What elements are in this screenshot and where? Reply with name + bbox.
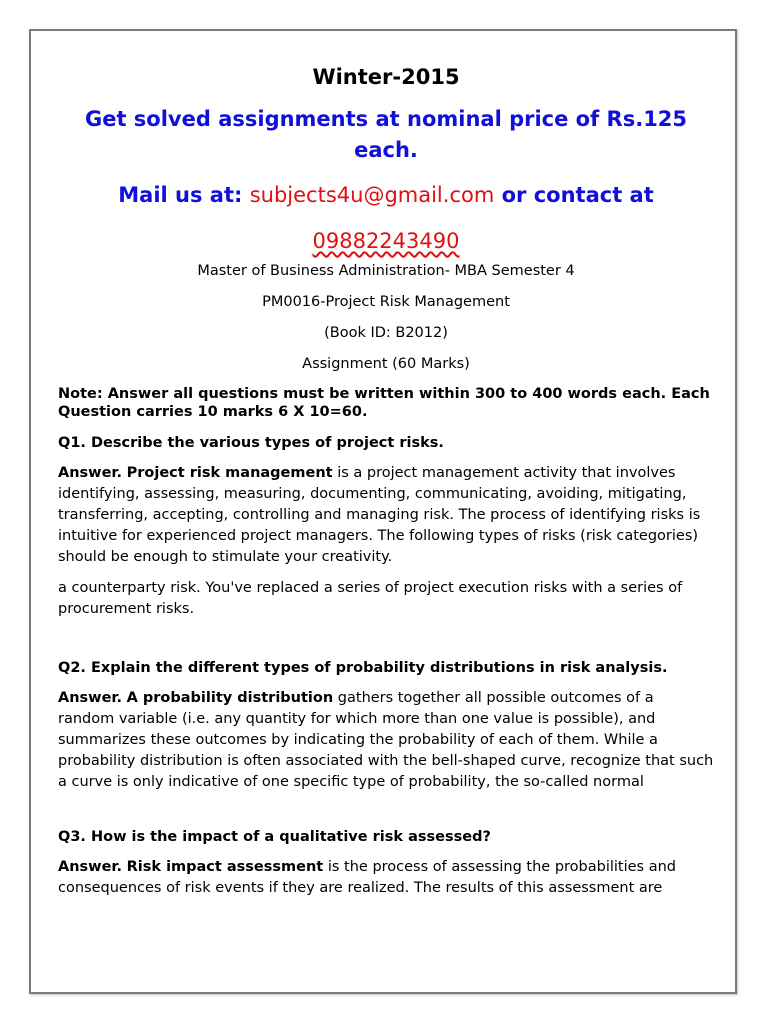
document-page	[29, 29, 737, 994]
answer-label: Answer.	[58, 465, 122, 481]
answer-label: Answer.	[58, 859, 122, 875]
phone-number[interactable]: 09882243490	[312, 229, 460, 253]
program-name: Master of Business Administration- MBA Semester 4	[197, 263, 575, 279]
answer-3	[58, 857, 714, 899]
question-2: Q2. Explain the different types of probability distributions in risk analysis.	[58, 660, 668, 676]
subject-name: PM0016-Project Risk Management	[262, 294, 510, 310]
answer-1	[58, 463, 714, 568]
mail-label: Mail us at:	[118, 183, 243, 207]
answer-2	[58, 688, 714, 793]
question-1: Q1. Describe the various types of project risks.	[58, 435, 444, 451]
answer-term: A probability distribution	[126, 690, 334, 706]
assignment-marks: Assignment (60 Marks)	[302, 356, 470, 372]
phone-line	[58, 226, 714, 256]
answer-text: is a project management activity that involves identifying, assessing, measuring, documenting, communicating, avoiding, mitigating, transferring, accepting, controlling and managing risk. The process of identifying risks is intuitive for experienced project managers. The following types of risks (risk categories) should be enough to stimulate your creativity.	[58, 465, 701, 565]
question-3: Q3. How is the impact of a qualitative risk assessed?	[58, 829, 491, 845]
assignment-note: Note: Answer all questions must be written within 300 to 400 words each. Each Question carries 10 marks 6 X 10=60.	[58, 386, 710, 420]
page-content	[58, 62, 714, 899]
answer-label: Answer.	[58, 690, 122, 706]
answer-term: Risk impact assessment	[126, 859, 324, 875]
email-link[interactable]: subjects4u@gmail.com	[249, 183, 495, 207]
page-title: Winter-2015	[312, 65, 460, 89]
book-id: (Book ID: B2012)	[324, 325, 448, 341]
answer-text: gathers together all possible outcomes of a random variable (i.e. any quantity for which more than one value is possible), and summarizes these outcomes by indicating the probability of each of them. While a probability distribution is often associated with the bell-shaped curve, recognize that such a curve is only indicative of one specific type of probability, the so-called normal	[58, 690, 714, 790]
contact-line	[58, 180, 714, 211]
answer-term: Project risk management	[126, 465, 333, 481]
promo-banner: Get solved assignments at nominal price of Rs.125 each.	[84, 107, 688, 162]
answer-text: is the process of assessing the probabilities and consequences of risk events if they are realized. The results of this assessment are	[58, 859, 676, 896]
contact-label: or contact at	[501, 183, 654, 207]
answer-1-continuation: a counterparty risk. You've replaced a series of project execution risks with a series of procurement risks.	[58, 580, 683, 617]
